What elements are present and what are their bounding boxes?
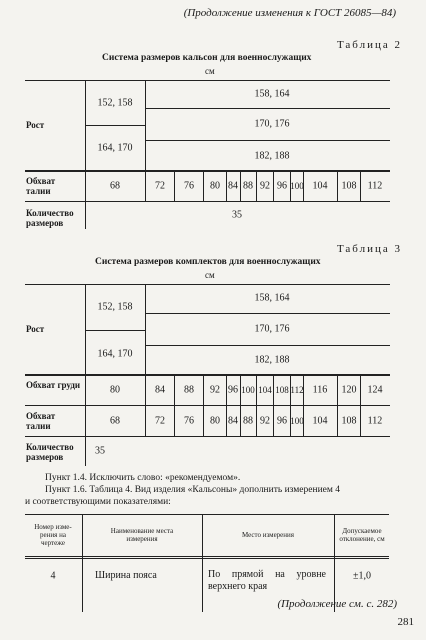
table3-height-right: 170, 176: [254, 323, 290, 335]
footer-continuation: (Продолжение см. с. 282): [277, 598, 397, 610]
table3-height-left: 164, 170: [97, 348, 133, 360]
table2-waist-value: 88: [243, 180, 253, 192]
table3-waist-value: 68: [110, 415, 120, 427]
table3-waist-value: 108: [341, 415, 357, 427]
table2-count-value: 35: [232, 209, 242, 221]
table2-waist-value: 80: [210, 180, 220, 192]
table2-waist-value: 112: [367, 180, 383, 192]
table3-count-value: 35: [95, 445, 105, 457]
table3-chest-value: 80: [110, 384, 120, 396]
table3-waist-value: 104: [312, 415, 328, 427]
paragraph-1-6-line2: и соответствующими показателями:: [25, 497, 171, 507]
table2-row-count: Количество размеров: [26, 208, 74, 228]
table3-waist-value: 84: [228, 415, 238, 427]
table2-height-left: 152, 158: [97, 97, 133, 109]
table4-header-name: Наименование места измерения: [110, 527, 174, 543]
table3-chest-value: 100: [241, 385, 255, 395]
table3-unit: см: [205, 270, 215, 280]
table2-row-height: Рост: [26, 120, 45, 130]
table3-waist-value: 72: [155, 415, 165, 427]
table2-row-waist: Обхват талии: [26, 176, 56, 196]
table2-height-right: 170, 176: [254, 118, 290, 130]
table2-waist-value: 92: [260, 180, 270, 192]
table2-waist-value: 72: [155, 180, 165, 192]
paragraph-1-4: Пункт 1.4. Исключить слово: «рекомендуемом».: [45, 473, 241, 483]
table2-waist-value: 104: [312, 180, 328, 192]
table3-height-right: 158, 164: [254, 292, 290, 304]
table3-chest-value: 84: [155, 384, 165, 396]
table2-title: Система размеров кальсон для военнослужащих: [102, 53, 312, 63]
table2-waist-value: 84: [228, 180, 238, 192]
table3-row-count: Количество размеров: [26, 442, 74, 462]
table4-header-tolerance: Допускаемое отклонение, см: [339, 527, 385, 543]
table3-row-height: Рост: [26, 324, 45, 334]
table4-cell-number: 4: [50, 570, 56, 582]
table4-header-number: Номер изме-рения на чертеже: [34, 523, 72, 547]
table3-waist-value: 76: [184, 415, 194, 427]
table3-chest-value: 108: [275, 385, 289, 395]
table3-title: Система размеров комплектов для военнослужащих: [95, 257, 321, 267]
table3-chest-value: 92: [210, 384, 220, 396]
table2-unit: см: [205, 66, 215, 76]
table3-chest-value: 104: [258, 385, 272, 395]
table3-row-chest: Обхват груди: [26, 380, 81, 390]
page-number: 281: [397, 616, 414, 628]
table3-waist-value: 92: [260, 415, 270, 427]
table2-height-right: 158, 164: [254, 88, 290, 100]
table3-chest-value: 116: [312, 384, 328, 396]
table3-waist-value: 88: [243, 415, 253, 427]
table3-waist-value: 96: [277, 415, 287, 427]
table2-height-right: 182, 188: [254, 150, 290, 162]
paragraph-1-6-line1: Пункт 1.6. Таблица 4. Вид изделия «Кальсоны» дополнить измерением 4: [45, 485, 341, 495]
table3-chest-value: 124: [367, 384, 383, 396]
table3-chest-value: 120: [341, 384, 357, 396]
table3-row-waist: Обхват талии: [26, 411, 56, 431]
table2-height-left: 164, 170: [97, 142, 133, 154]
table2-label: Таблица 2: [336, 39, 402, 51]
table4-header-place: Место измерения: [241, 531, 294, 539]
table3-chest-value: 88: [184, 384, 194, 396]
table3-waist-value: 112: [367, 415, 383, 427]
table3-label: Таблица 3: [336, 243, 402, 255]
table2-waist-value: 76: [184, 180, 194, 192]
table3-waist-value: 100: [290, 416, 304, 426]
table3-waist-value: 80: [210, 415, 220, 427]
table2-waist-value: 68: [110, 180, 120, 192]
table4-cell-name: Ширина пояса: [95, 570, 157, 581]
table2-waist-value: 108: [341, 180, 357, 192]
table3-height-right: 182, 188: [254, 354, 290, 366]
table3-chest-value: 112: [290, 385, 304, 395]
table3-height-left: 152, 158: [97, 301, 133, 313]
table2-waist-value: 100: [290, 181, 304, 191]
continuation-header: (Продолжение изменения к ГОСТ 26085—84): [183, 7, 396, 19]
table3-chest-value: 96: [228, 384, 238, 396]
table4-cell-place: По прямой на уровне верхнего края: [208, 569, 326, 592]
table2-waist-value: 96: [277, 180, 287, 192]
table4-cell-tolerance: ±1,0: [353, 570, 371, 582]
